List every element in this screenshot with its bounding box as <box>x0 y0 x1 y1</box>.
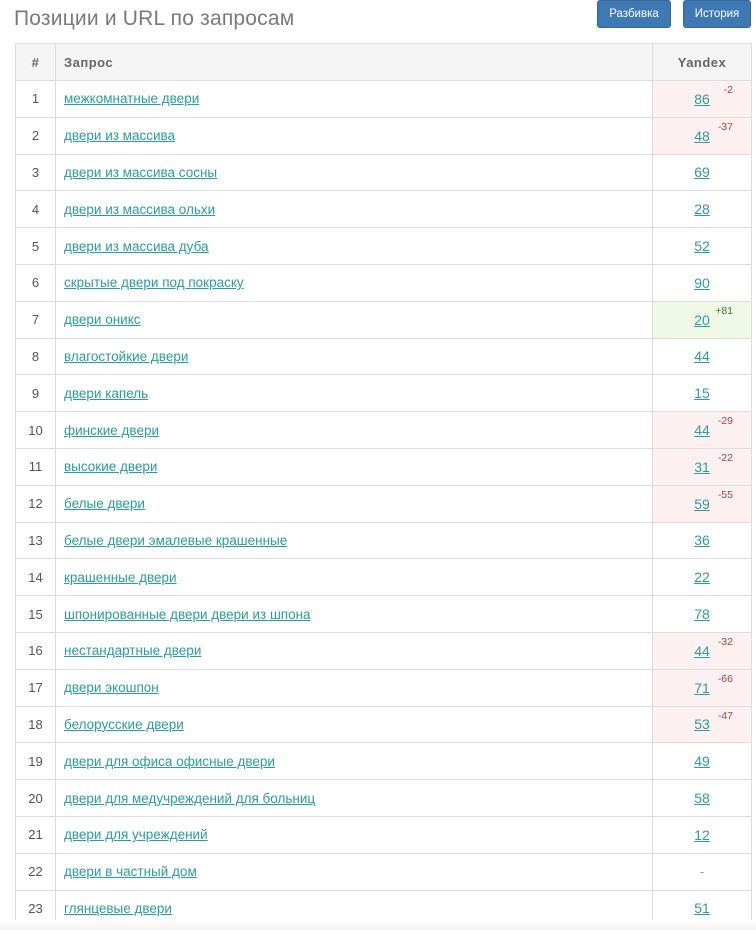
position-link[interactable]: 22 <box>694 569 710 586</box>
query-cell <box>56 853 653 890</box>
position-link[interactable]: 59 <box>694 495 710 512</box>
position-link[interactable]: 44 <box>694 642 710 659</box>
query-link[interactable]: двери экошпон <box>64 680 159 696</box>
table-row <box>16 522 752 559</box>
query-link[interactable]: двери из массива ольхи <box>64 201 216 217</box>
position-link[interactable]: 15 <box>694 385 710 402</box>
query-link[interactable]: белые двери <box>64 496 145 512</box>
position-link[interactable]: 31 <box>694 458 710 475</box>
row-number: 13 <box>16 522 56 559</box>
position-link[interactable]: 90 <box>694 274 710 291</box>
table-row <box>16 228 752 265</box>
query-cell <box>56 559 653 596</box>
query-cell <box>56 264 653 301</box>
query-cell <box>56 743 653 780</box>
table-row <box>16 780 752 817</box>
position-link[interactable]: 53 <box>694 716 710 733</box>
position-change: +81 <box>715 304 733 317</box>
query-link[interactable]: двери из массива <box>64 128 176 144</box>
position-link[interactable]: 44 <box>694 348 710 365</box>
row-number: 14 <box>16 559 56 596</box>
page-header <box>0 0 756 43</box>
page-title: Позиции и URL по запросам <box>14 7 295 30</box>
query-link[interactable]: нестандартные двери <box>64 643 202 659</box>
table-row <box>16 338 752 375</box>
table-row <box>16 117 752 154</box>
query-cell <box>56 154 653 191</box>
position-link[interactable]: 52 <box>694 238 710 255</box>
yandex-position-cell <box>653 154 752 191</box>
query-cell <box>56 632 653 669</box>
table-row <box>16 853 752 890</box>
table-row <box>16 596 752 633</box>
yandex-position-cell <box>653 412 752 449</box>
position-change: -47 <box>717 709 733 722</box>
yandex-position-cell <box>653 596 752 633</box>
table-row <box>16 81 752 118</box>
table-row <box>16 154 752 191</box>
query-cell <box>56 780 653 817</box>
row-number: 5 <box>16 228 56 265</box>
position-link[interactable]: 28 <box>694 201 710 218</box>
position-link[interactable]: 48 <box>694 127 710 144</box>
row-number: 9 <box>16 375 56 412</box>
row-number: 12 <box>16 485 56 522</box>
bottom-edge <box>0 920 756 930</box>
query-cell <box>56 301 653 338</box>
position-link[interactable]: 71 <box>694 679 710 696</box>
query-cell <box>56 596 653 633</box>
table-row <box>16 375 752 412</box>
query-link[interactable]: двери из массива сосны <box>64 164 218 180</box>
yandex-position-cell <box>653 264 752 301</box>
query-cell <box>56 448 653 485</box>
table-row <box>16 412 752 449</box>
row-number: 6 <box>16 264 56 301</box>
row-number: 21 <box>16 816 56 853</box>
query-cell <box>56 816 653 853</box>
position-change: -29 <box>717 415 733 428</box>
query-cell <box>56 485 653 522</box>
row-number: 20 <box>16 780 56 817</box>
query-link[interactable]: белорусские двери <box>64 716 184 732</box>
table-row <box>16 669 752 706</box>
query-cell <box>56 117 653 154</box>
position-link[interactable]: 44 <box>694 422 710 439</box>
table-row <box>16 816 752 853</box>
yandex-position-cell <box>653 669 752 706</box>
position-change: -66 <box>717 672 733 685</box>
yandex-position-cell <box>653 632 752 669</box>
position-link[interactable]: 51 <box>694 900 710 917</box>
yandex-position-cell <box>653 559 752 596</box>
table-body <box>16 81 752 927</box>
query-cell <box>56 338 653 375</box>
query-link[interactable]: двери в частный дом <box>64 864 197 880</box>
position-link[interactable]: 36 <box>694 532 710 549</box>
yandex-position-cell <box>653 338 752 375</box>
row-number: 16 <box>16 632 56 669</box>
row-number: 22 <box>16 853 56 890</box>
yandex-position-cell <box>653 485 752 522</box>
row-number: 8 <box>16 338 56 375</box>
query-link[interactable]: двери для учреждений <box>64 827 208 843</box>
positions-table <box>15 43 752 927</box>
position-link[interactable]: 78 <box>694 606 710 623</box>
yandex-position-cell <box>653 853 752 890</box>
position-change: -55 <box>717 488 733 501</box>
yandex-position-cell <box>653 448 752 485</box>
yandex-position-cell <box>653 81 752 118</box>
yandex-position-cell <box>653 117 752 154</box>
query-link[interactable]: финские двери <box>64 422 160 438</box>
column-header-query[interactable]: Запрос <box>56 44 653 81</box>
yandex-position-cell <box>653 191 752 228</box>
history-button[interactable]: История <box>683 0 751 28</box>
row-number: 2 <box>16 117 56 154</box>
row-number: 10 <box>16 412 56 449</box>
query-link[interactable]: межкомнатные двери <box>64 91 200 107</box>
table-row <box>16 191 752 228</box>
query-cell <box>56 412 653 449</box>
query-cell <box>56 522 653 559</box>
query-link[interactable]: глянцевые двери <box>64 900 172 916</box>
query-link[interactable]: высокие двери <box>64 459 158 475</box>
position-link[interactable]: 86 <box>694 90 710 107</box>
query-link[interactable]: белые двери эмалевые крашенные <box>64 532 288 548</box>
row-number: 1 <box>16 81 56 118</box>
table-row <box>16 301 752 338</box>
yandex-position-cell <box>653 816 752 853</box>
query-link[interactable]: двери для медучреждений для больниц <box>64 790 316 806</box>
query-link[interactable]: крашенные двери <box>64 569 177 585</box>
query-cell <box>56 228 653 265</box>
position-link[interactable]: 58 <box>694 790 710 807</box>
row-number: 3 <box>16 154 56 191</box>
position-change: -2 <box>723 84 733 96</box>
row-number: 7 <box>16 301 56 338</box>
table-row <box>16 559 752 596</box>
yandex-position-cell <box>653 375 752 412</box>
query-cell <box>56 81 653 118</box>
query-link[interactable]: двери из массива дуба <box>64 238 209 254</box>
query-cell <box>56 706 653 743</box>
query-cell <box>56 191 653 228</box>
table-row <box>16 485 752 522</box>
position-link[interactable]: 69 <box>694 164 710 181</box>
column-header-num[interactable]: # <box>16 44 56 81</box>
query-link[interactable]: влагостойкие двери <box>64 348 189 364</box>
position-link[interactable]: 20 <box>694 311 710 328</box>
row-number: 4 <box>16 191 56 228</box>
query-link[interactable]: двери оникс <box>64 312 141 328</box>
position-change: -37 <box>717 120 733 133</box>
table-row <box>16 448 752 485</box>
position-link[interactable]: 49 <box>694 753 710 770</box>
no-position: - <box>699 864 705 880</box>
yandex-position-cell <box>653 228 752 265</box>
query-link[interactable]: двери капель <box>64 385 149 401</box>
row-number: 17 <box>16 669 56 706</box>
yandex-position-cell <box>653 743 752 780</box>
query-link[interactable]: двери для офиса офисные двери <box>64 753 275 769</box>
table-row <box>16 632 752 669</box>
position-change: -32 <box>717 635 733 648</box>
yandex-position-cell <box>653 780 752 817</box>
table-row <box>16 264 752 301</box>
breakdown-button[interactable]: Разбивка <box>597 0 671 28</box>
query-link[interactable]: скрытые двери под покраску <box>64 275 244 291</box>
query-cell <box>56 375 653 412</box>
query-cell <box>56 669 653 706</box>
column-header-yandex[interactable]: Yandex <box>653 44 752 81</box>
query-link[interactable]: шпонированные двери двери из шпона <box>64 606 311 622</box>
table-row <box>16 743 752 780</box>
row-number: 23 <box>16 890 56 927</box>
table-header-row <box>16 44 752 81</box>
yandex-position-cell <box>653 706 752 743</box>
position-link[interactable]: 12 <box>694 826 710 843</box>
position-change: -22 <box>717 451 733 464</box>
table-row <box>16 706 752 743</box>
row-number: 18 <box>16 706 56 743</box>
yandex-position-cell <box>653 301 752 338</box>
yandex-position-cell <box>653 522 752 559</box>
row-number: 19 <box>16 743 56 780</box>
row-number: 15 <box>16 596 56 633</box>
row-number: 11 <box>16 448 56 485</box>
